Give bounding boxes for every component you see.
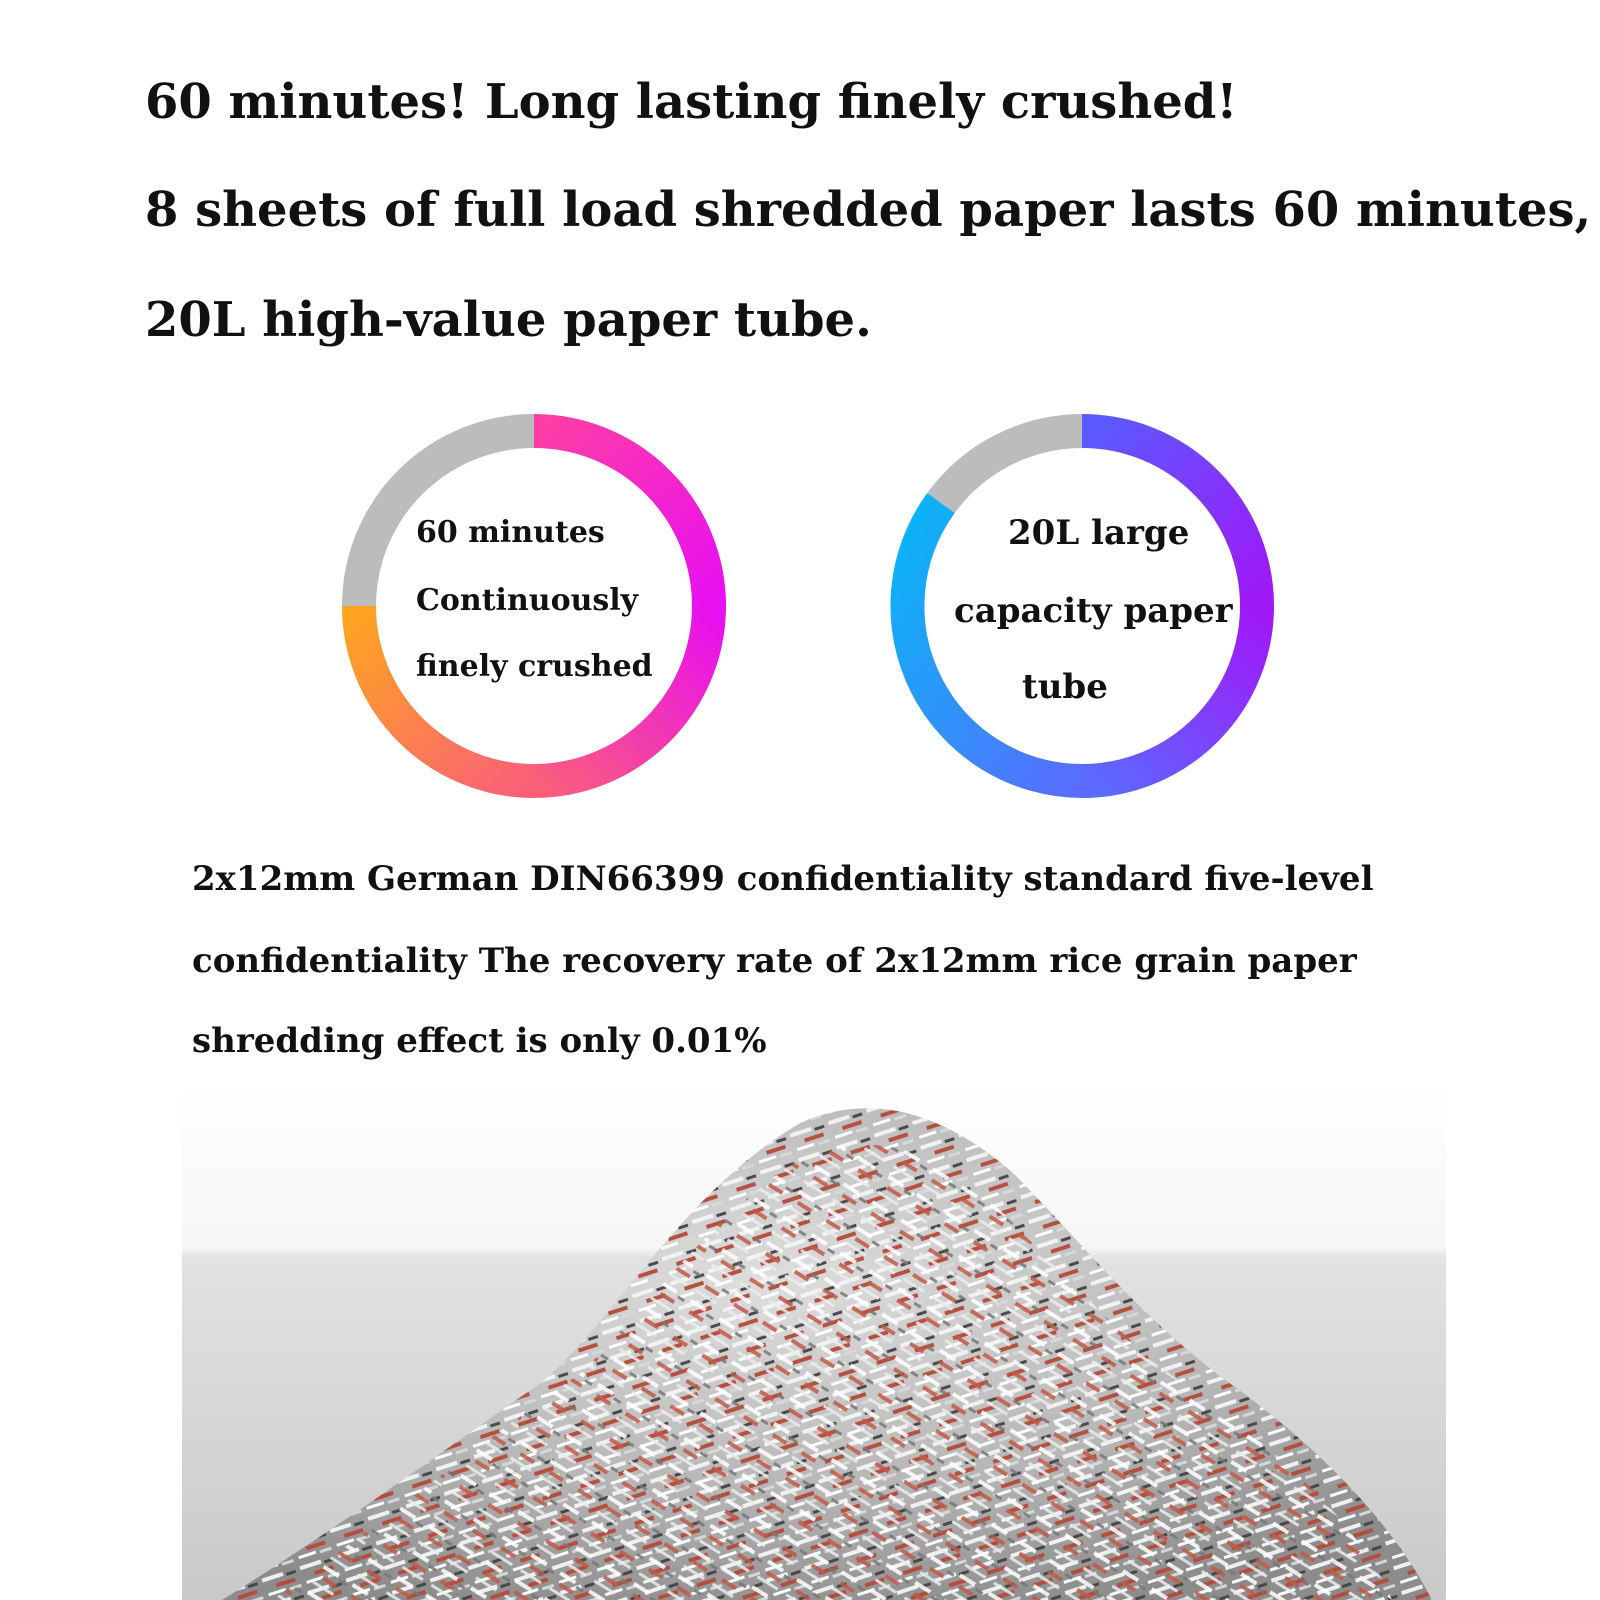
capacity-ring bbox=[890, 414, 1274, 798]
shredded-paper-pile-image bbox=[182, 1082, 1446, 1600]
capacity-ring-segment-2 bbox=[1082, 606, 1257, 781]
description-line-2: confidentiality The recovery rate of 2x12mm rice grain paper bbox=[192, 941, 1357, 981]
capacity-ring-line-2: capacity paper bbox=[954, 591, 1233, 631]
duration-ring bbox=[342, 414, 726, 798]
capacity-ring-track bbox=[941, 431, 1082, 503]
capacity-ring-line-3: tube bbox=[1022, 667, 1108, 707]
duration-ring-segment-2 bbox=[534, 606, 709, 781]
headline-line-3: 20L high-value paper tube. bbox=[145, 292, 872, 348]
description-line-1: 2x12mm German DIN66399 confidentiality standard five-level bbox=[192, 859, 1374, 899]
description-line-3: shredding effect is only 0.01% bbox=[192, 1021, 767, 1061]
duration-ring-segment-3 bbox=[359, 606, 534, 781]
headline-line-1: 60 minutes! Long lasting finely crushed! bbox=[145, 74, 1238, 130]
duration-ring-line-1: 60 minutes bbox=[416, 515, 605, 550]
headline-line-2: 8 sheets of full load shredded paper lasts 60 minutes, bbox=[145, 182, 1592, 238]
duration-ring-line-2: Continuously bbox=[416, 583, 639, 618]
duration-ring-line-3: finely crushed bbox=[416, 649, 653, 684]
capacity-ring-line-1: 20L large bbox=[1008, 513, 1190, 553]
